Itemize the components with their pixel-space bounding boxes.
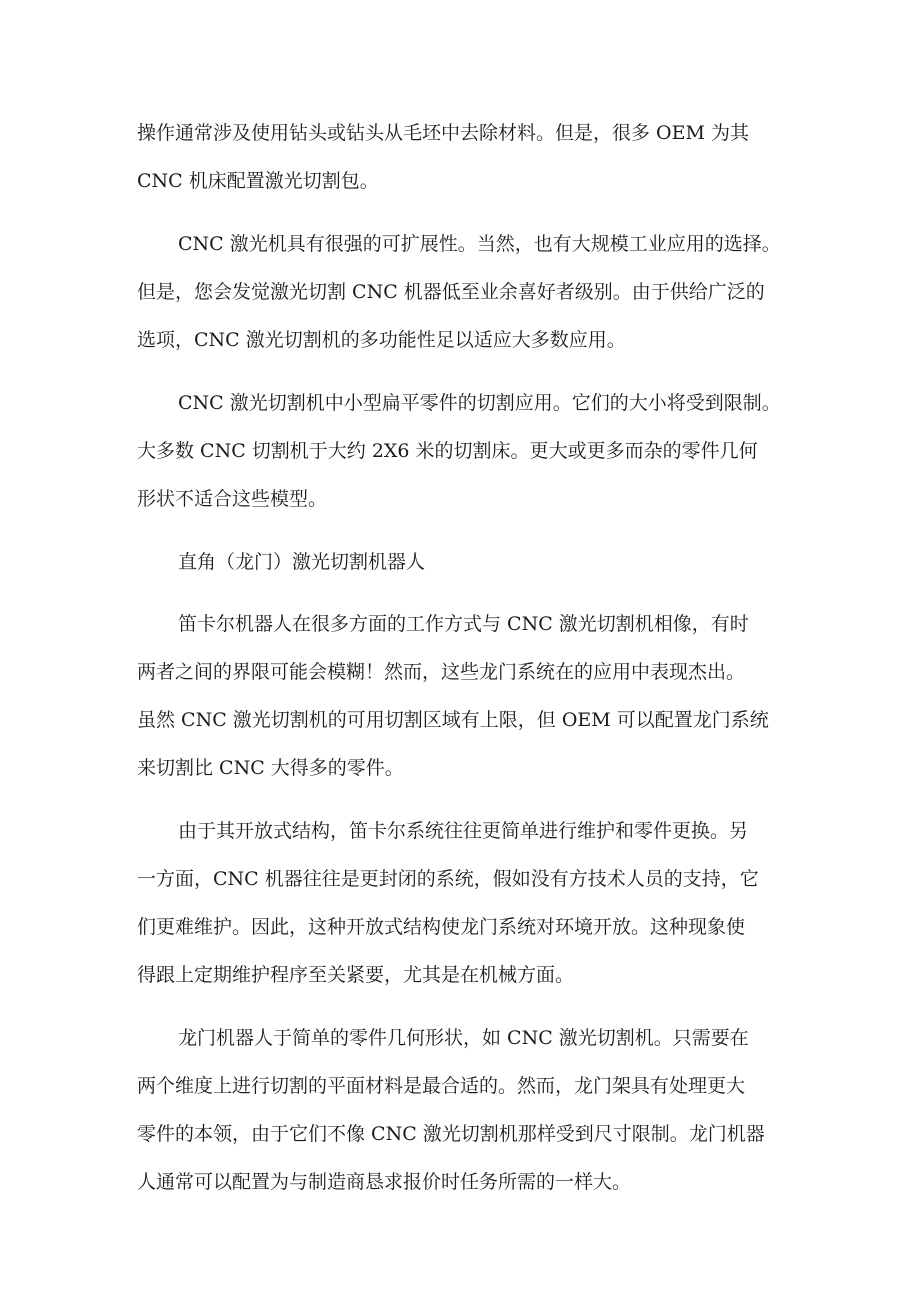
paragraph-7-line-1: 龙门机器人于简单的零件几何形状，如 CNC 激光切割机。只需要在 bbox=[178, 1027, 749, 1049]
paragraph-6-line-4: 得跟上定期维护程序至关紧要，尤其是在机械方面。 bbox=[137, 964, 575, 986]
paragraph-6-line-1: 由于其开放式结构，笛卡尔系统往往更简单进行维护和零件更换。另 bbox=[178, 820, 749, 842]
paragraph-1-line-1: 操作通常涉及使用钻头或钻头从毛坯中去除材料。但是，很多 OEM 为其 bbox=[137, 122, 749, 144]
section-heading: 直角（龙门）激光切割机器人 bbox=[178, 551, 426, 573]
paragraph-2-line-3: 选项，CNC 激光切割机的多功能性足以适应大多数应用。 bbox=[137, 329, 626, 351]
paragraph-2-line-1: CNC 激光机具有很强的可扩展性。当然，也有大规模工业应用的选择。 bbox=[178, 233, 781, 255]
paragraph-7-line-2: 两个维度上进行切割的平面材料是最合适的。然而，龙门架具有处理更大 bbox=[137, 1075, 746, 1097]
paragraph-3-line-1: CNC 激光切割机中小型扁平零件的切割应用。它们的大小将受到限制。 bbox=[178, 392, 781, 414]
paragraph-7-line-3: 零件的本领，由于它们不像 CNC 激光切割机那样受到尺寸限制。龙门机器 bbox=[137, 1123, 765, 1145]
paragraph-5-line-2: 两者之间的界限可能会模糊！然而，这些龙门系统在的应用中表现杰出。 bbox=[137, 661, 746, 683]
paragraph-6-line-3: 们更难维护。因此，这种开放式结构使龙门系统对环境开放。这种现象使 bbox=[137, 916, 746, 938]
paragraph-3-line-3: 形状不适合这些模型。 bbox=[137, 488, 328, 510]
paragraph-3-line-2: 大多数 CNC 切割机于大约 2X6 米的切割床。更大或更多而杂的零件几何 bbox=[137, 440, 758, 462]
paragraph-7-line-4: 人通常可以配置为与制造商恳求报价时任务所需的一样大。 bbox=[137, 1171, 632, 1193]
paragraph-5-line-3: 虽然 CNC 激光切割机的可用切割区域有上限，但 OEM 可以配置龙门系统 bbox=[137, 709, 769, 731]
paragraph-5-line-4: 来切割比 CNC 大得多的零件。 bbox=[137, 757, 404, 779]
paragraph-6-line-2: 一方面，CNC 机器往往是更封闭的系统，假如没有方技术人员的支持，它 bbox=[137, 868, 759, 890]
paragraph-1-line-2: CNC 机床配置激光切割包。 bbox=[137, 170, 379, 192]
paragraph-5-line-1: 笛卡尔机器人在很多方面的工作方式与 CNC 激光切割机相像，有时 bbox=[178, 613, 749, 635]
paragraph-2-line-2: 但是，您会发觉激光切割 CNC 机器低至业余喜好者级别。由于供给广泛的 bbox=[137, 281, 765, 303]
